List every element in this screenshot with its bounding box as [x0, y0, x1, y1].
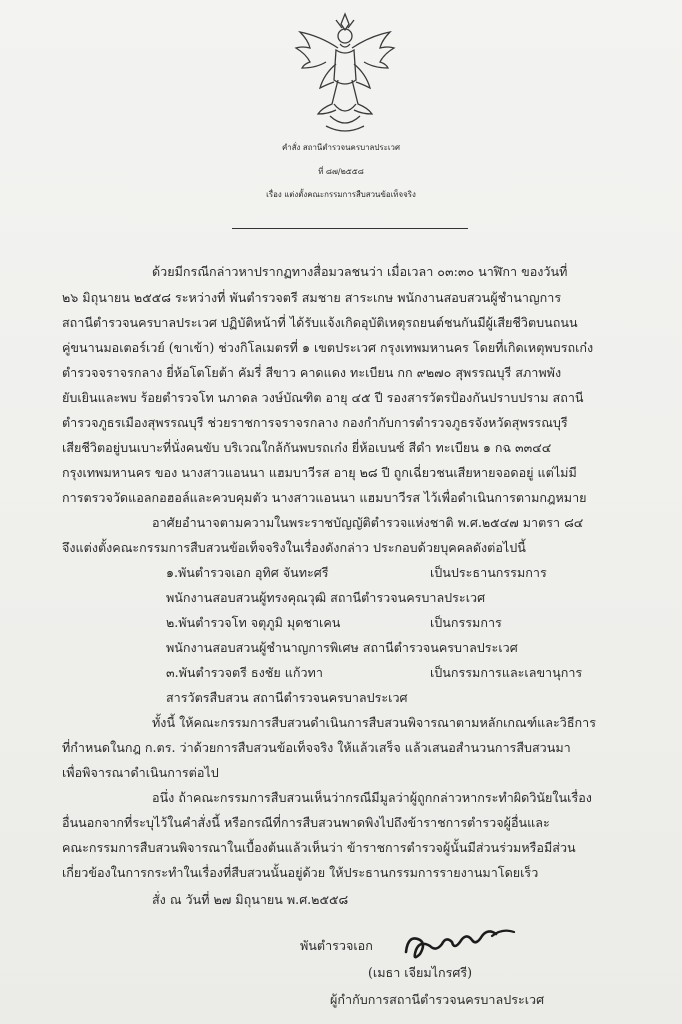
body-line: ตำรวจจราจรกลาง ยี่ห้อโตโยต้า คัมรี่ สีขาว คาดแดง ทะเบียน กก ๙๒๗๐ สุพรรณบุรี สภาพพัง [62, 365, 562, 380]
body-line: ๒๖ มิถุนายน ๒๕๕๘ ระหว่างที่ พันตำรวจตรี สมชาย สาระเกษ พนักงานสอบสวนผู้ชำนาญการ [62, 290, 562, 305]
member-name: ๒.พันตำรวจโท จตุภูมิ มุดชาเคน [166, 615, 341, 630]
body-line: ทั้งนี้ ให้คณะกรรมการสืบสวนดำเนินการสืบสวนพิจารณาตามหลักเกณฑ์และวิธีการ [152, 715, 596, 730]
body-line: ตำรวจภูธรเมืองสุพรรณบุรี ช่วยราชการจราจรกลาง กองกำกับการตำรวจภูธรจังหวัดสุพรรณบุรี [62, 415, 568, 430]
body-line: ที่กำหนดในกฎ ก.ตร. ว่าด้วยการสืบสวนข้อเท็จจริง ให้แล้วเสร็จ แล้วเสนอสำนวนการสืบสวนมา [62, 740, 571, 755]
order-subject: เรื่อง แต่งตั้งคณะกรรมการสืบสวนข้อเท็จจริง [266, 190, 416, 199]
body-line: อาศัยอำนาจตามความในพระราชบัญญัติตำรวจแห่งชาติ พ.ศ.๒๕๔๗ มาตรา ๘๔ [152, 515, 584, 530]
body-line: ยับเยินและพบ ร้อยตำรวจโท นภาดล วงษ์บัณฑิต อายุ ๔๕ ปี รองสารวัตรป้องกันปราบปราม สถานี [62, 390, 584, 405]
order-number: ที่ ๘๗/๒๕๕๘ [318, 167, 364, 176]
handwritten-signature-icon [396, 922, 530, 966]
order-date: สั่ง ณ วันที่ ๒๗ มิถุนายน พ.ศ.๒๕๕๘ [152, 892, 349, 907]
body-line: คณะกรรมการสืบสวนพิจารณาในเบื้องต้นแล้วเห็นว่า ข้าราชการตำรวจผู้นั้นมีส่วนร่วมหรือมีส่วน [62, 840, 576, 855]
body-line: กรุงเทพมหานคร ของ นางสาวแอนนา แฮมบาวีรส อายุ ๒๘ ปี ถูกเฉี่ยวชนเสียหายจอดอยู่ แต่ไม่มี [62, 465, 577, 480]
signatory-name: (เมธา เจียมไกรศรี) [368, 965, 473, 980]
member-role: เป็นประธานกรรมการ [430, 565, 547, 580]
signatory-rank: พันตำรวจเอก [300, 938, 373, 953]
member-role: เป็นกรรมการและเลขานุการ [430, 665, 583, 680]
signatory-title: ผู้กำกับการสถานีตำรวจนครบาลประเวศ [330, 992, 545, 1007]
garuda-emblem-icon [290, 8, 400, 136]
body-line: คู่ขนานมอเตอร์เวย์ (ขาเข้า) ช่วงกิโลเมตรที่ ๑ เขตประเวศ กรุงเทพมหานคร โดยที่เกิดเหตุพบรถเก๋ง [62, 340, 594, 355]
body-line: เกี่ยวข้องในการกระทำในเรื่องที่สืบสวนนั้นอยู่ด้วย ให้ประธานกรรมการรายงานมาโดยเร็ว [62, 865, 539, 880]
member-name: ๑.พันตำรวจเอก อุทิศ จันทะศรี [166, 565, 329, 580]
body-line: อนึ่ง ถ้าคณะกรรมการสืบสวนเห็นว่ากรณีมีมูลว่าผู้ถูกกล่าวหากระทำผิดวินัยในเรื่อง [152, 790, 592, 805]
order-title: คำสั่ง สถานีตำรวจนครบาลประเวศ [282, 143, 400, 152]
member-name: ๓.พันตำรวจตรี ธงชัย แก้วทา [166, 665, 323, 680]
body-line: เพื่อพิจารณาดำเนินการต่อไป [62, 765, 219, 780]
member-position: สารวัตรสืบสวน สถานีตำรวจนครบาลประเวศ [166, 690, 408, 705]
member-position: พนักงานสอบสวนผู้ทรงคุณวุฒิ สถานีตำรวจนครบาลประเวศ [166, 590, 486, 605]
body-line: สถานีตำรวจนครบาลประเวศ ปฏิบัติหน้าที่ ได้รับแจ้งเกิดอุบัติเหตุรถยนต์ชนกันมีผู้เสียชีวิตบนถนน [62, 315, 578, 330]
body-line: จึงแต่งตั้งคณะกรรมการสืบสวนข้อเท็จจริงในเรื่องดังกล่าว ประกอบด้วยบุคคลดังต่อไปนี้ [62, 540, 526, 555]
divider-line [232, 228, 468, 229]
body-line: เสียชีวิตอยู่บนเบาะที่นั่งคนขับ บริเวณใกล้กันพบรถเก๋ง ยี่ห้อเบนซ์ สีดำ ทะเบียน ๑ กฉ ๓๓๔๔ [62, 440, 552, 455]
body-line: ด้วยมีกรณีกล่าวหาปรากฏทางสื่อมวลชนว่า เมื่อเวลา ๐๓:๓๐ นาฬิกา ของวันที่ [152, 264, 568, 279]
member-position: พนักงานสอบสวนผู้ชำนาญการพิเศษ สถานีตำรวจนครบาลประเวศ [166, 640, 518, 655]
member-role: เป็นกรรมการ [430, 615, 502, 630]
body-line: อื่นนอกจากที่ระบุไว้ในคำสั่งนี้ หรือกรณีที่การสืบสวนพาดพิงไปถึงข้าราชการตำรวจผู้อื่นและ [62, 815, 550, 830]
body-line: การตรวจวัดแอลกอฮอล์และควบคุมตัว นางสาวแอนนา แฮมบาวีรส ไว้เพื่อดำเนินการตามกฎหมาย [62, 490, 587, 505]
